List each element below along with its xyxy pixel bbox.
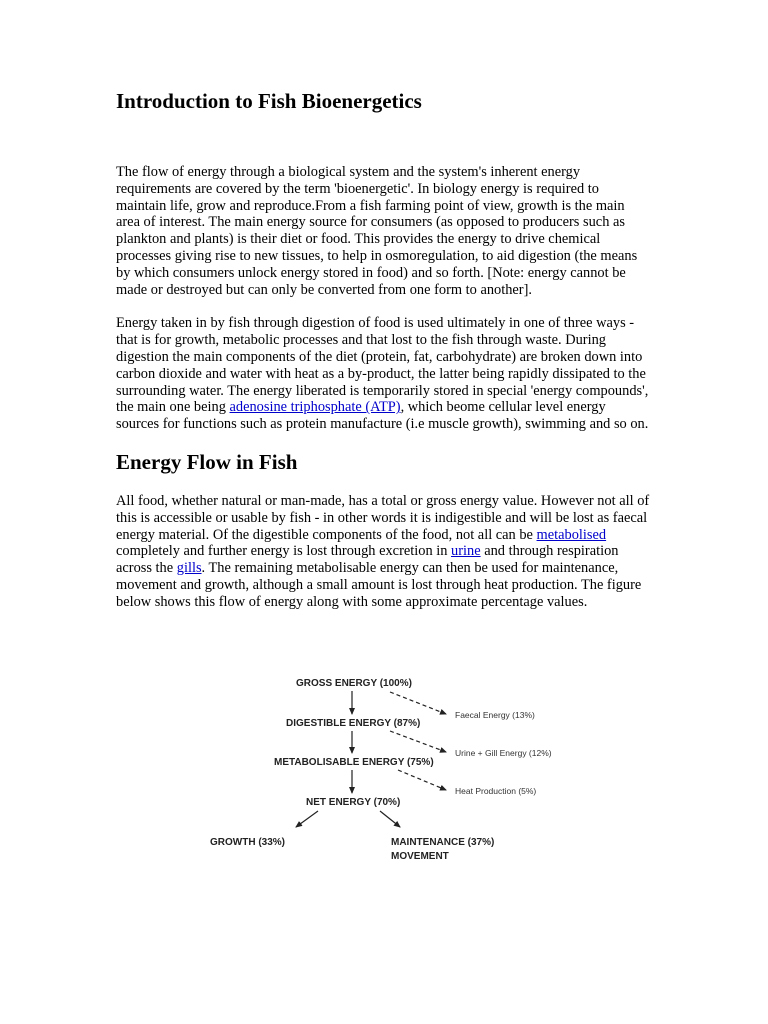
- energy-flow-text-1: All food, whether natural or man-made, has a total or gross energy value. However not all of this is accessible or usable by fish - in other words it is indigestible and will be lost as faecal energy material. Of the digestible components of the food, not all can be: [116, 492, 650, 543]
- net-energy-label: NET ENERGY (70%): [306, 797, 401, 808]
- arrow-to-faecal: [390, 692, 446, 714]
- intro-paragraph-1: The flow of energy through a biological system and the system's inherent energy requirements are covered by the term 'bioenergetic'. In biology energy is required to maintain life, grow and reproduce.From a fish farming point of view, growth is the main area of interest. The main energy source for consumers (as opposed to producers such as plankton and plants) is their diet or food. This provides the energy to drive chemical processes giving rise to new tissues, to help in osmoregulation, to aid digestion (the means by which consumers unlock energy stored in food) and so forth. [Note: energy cannot be made or destroyed but can only be converted from one form to another].: [116, 164, 638, 298]
- gross-energy-label: GROSS ENERGY (100%): [296, 678, 412, 689]
- arrow-net-to-maintenance: [380, 811, 400, 827]
- energy-flow-text-3: and through respiration across the: [116, 543, 619, 577]
- faecal-energy-label: Faecal Energy (13%): [455, 710, 535, 720]
- gills-link[interactable]: gills: [176, 560, 202, 577]
- arrow-to-heat: [398, 770, 446, 790]
- atp-link[interactable]: adenosine triphosphate (ATP): [229, 399, 401, 416]
- energy-flow-diagram: [200, 670, 580, 870]
- metabolisable-energy-label: METABOLISABLE ENERGY (75%): [274, 757, 434, 768]
- movement-label: MOVEMENT: [391, 851, 449, 862]
- maintenance-label: MAINTENANCE (37%): [391, 837, 495, 848]
- urine-link[interactable]: urine: [451, 543, 481, 560]
- section-heading-energy-flow: Energy Flow in Fish: [116, 449, 298, 474]
- energy-flow-text-2: completely and further energy is lost through excretion in: [116, 543, 452, 560]
- heat-production-label: Heat Production (5%): [455, 786, 537, 796]
- page-title: Introduction to Fish Bioenergetics: [116, 89, 422, 113]
- metabolised-link[interactable]: metabolised: [536, 526, 607, 543]
- energy-flow-text-4: . The remaining metabolisable energy can then be used for maintenance, movement and growth, although a small amount is lost through heat production. The figure below shows this flow of energy along with some approximate percentage values.: [116, 560, 642, 610]
- document-content: [116, 86, 652, 611]
- energy-flow-svg: [200, 670, 580, 870]
- arrow-net-to-growth: [296, 811, 318, 827]
- urine-gill-energy-label: Urine + Gill Energy (12%): [455, 748, 552, 758]
- intro-paragraph-2: [116, 315, 652, 433]
- intro-p2-text-after: , which beome cellular level energy sources for functions such as protein manufacture (i.e muscle growth), swimming and so on.: [116, 399, 649, 433]
- intro-p2-text-before: Energy taken in by fish through digestion of food is used ultimately in one of three ways - that is for growth, metabolic processes and that lost to the fish through waste. During digestion the main components of the diet (protein, fat, carbohydrate) are broken down into carbon dioxide and water with heat as a by-product, the latter being rapidly dissipated to the surrounding water. The energy liberated is temporarily stored in special 'energy compounds', the main one being: [116, 315, 649, 416]
- arrow-to-urine-gill: [390, 731, 446, 752]
- energy-flow-paragraph: [116, 493, 652, 611]
- digestible-energy-label: DIGESTIBLE ENERGY (87%): [286, 718, 421, 729]
- growth-label: GROWTH (33%): [210, 837, 285, 848]
